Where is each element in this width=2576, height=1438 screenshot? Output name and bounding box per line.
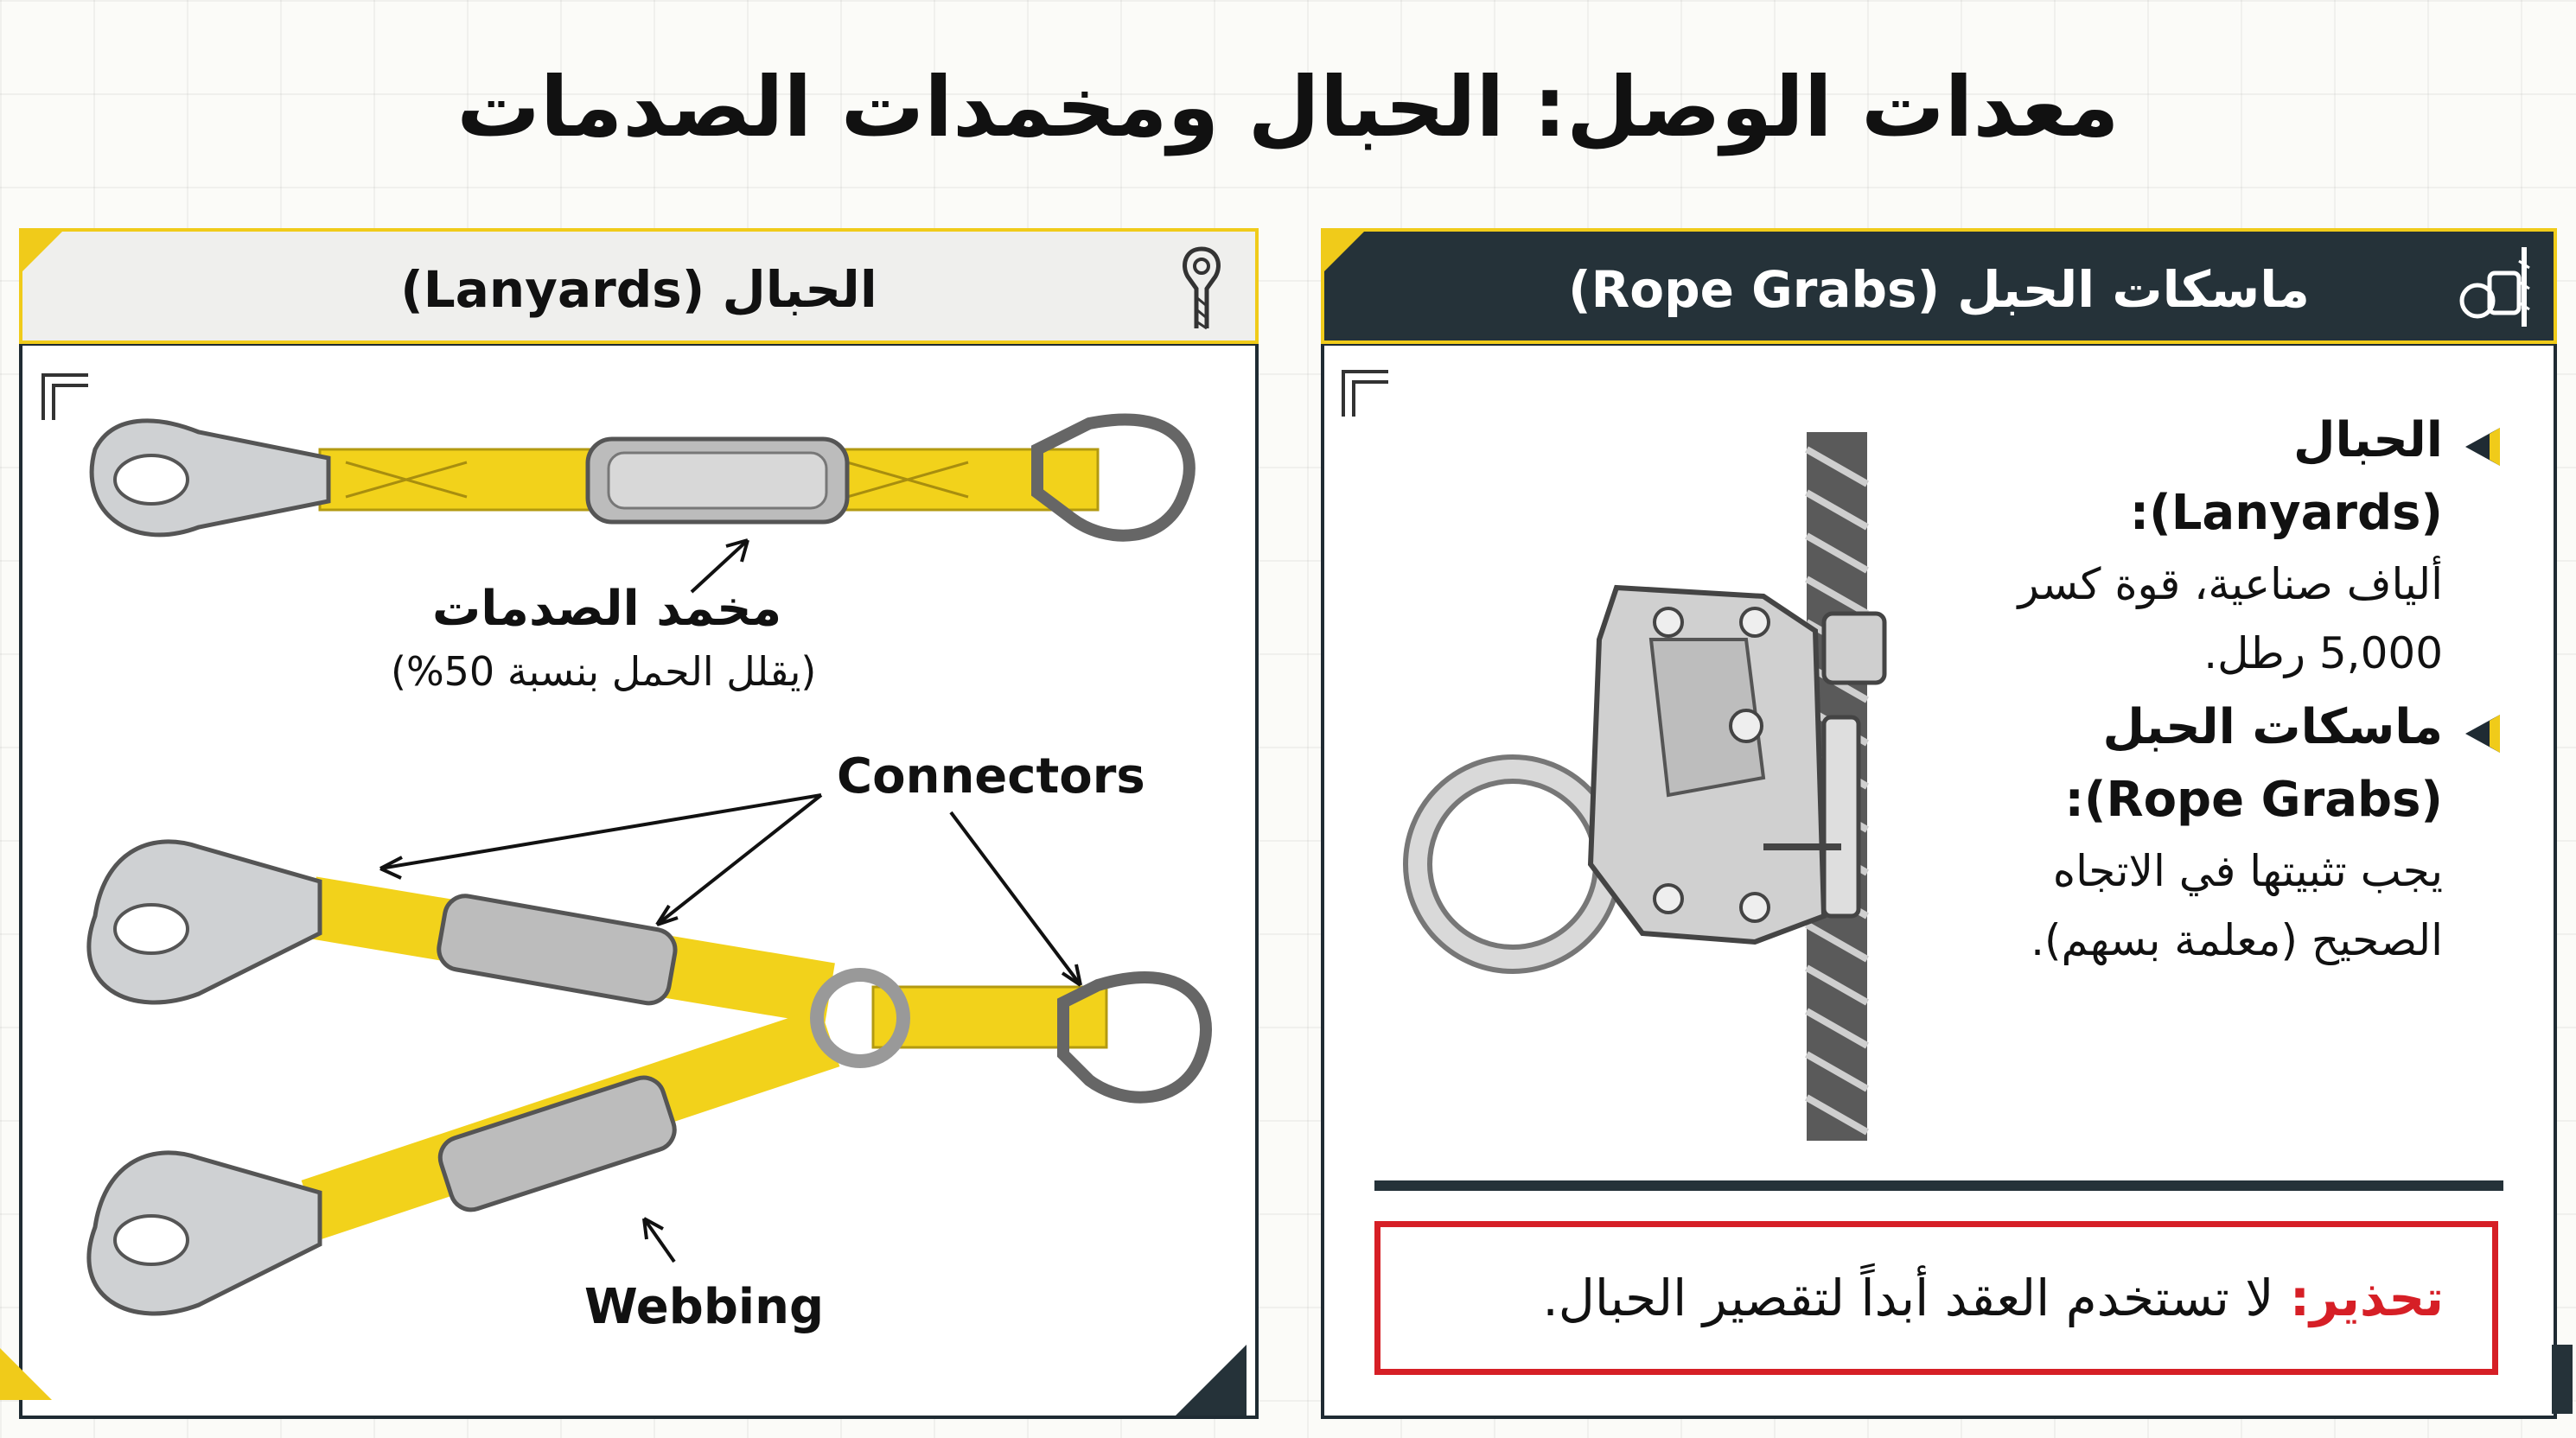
corner-accent-bottom-right [2552,1345,2573,1414]
rope-grabs-panel-header [1321,228,2557,344]
bullet-lanyards-title: الحبال (Lanyards): [2129,412,2443,541]
rope-grabs-panel-title: ماسكات الحبل (Rope Grabs) [1568,260,2310,319]
rope-hook-icon [1167,242,1236,337]
corner-accent-bottom-right [1176,1345,1247,1416]
corner-bracket [1340,368,1392,420]
corner-accent-bottom-left [0,1348,52,1400]
triangle-bullet-icon [2464,712,2502,755]
page-title: معدات الوصل: الحبال ومخمدات الصدمات [456,59,2120,156]
warning-text: لا تستخدم العقد أبداً لتقصير الحبال. [1542,1269,2290,1327]
shock-absorber-label: مخمد الصدمات [432,581,782,637]
bullet-rope-grabs [1971,691,2507,975]
shock-absorber-note: (يقلل الحمل بنسبة 50%) [391,648,817,695]
lanyards-panel-title: الحبال (Lanyards) [400,260,877,319]
bullet-rope-grabs-line-2: الصحيح (معلمة بسهم). [2031,915,2443,965]
lanyards-panel-header [19,228,1259,344]
warning-label: تحذير: [2289,1269,2444,1327]
rope-grab-illustration [1357,415,1962,1141]
triangle-bullet-icon [2464,425,2502,468]
corner-accent [22,232,62,271]
corner-accent [1324,232,1364,271]
connectors-label: Connectors [837,748,1145,805]
warning-box [1374,1221,2498,1375]
twin-lanyard [89,842,1206,1314]
bullet-rope-grabs-title-2: (Rope Grabs): [2064,772,2443,828]
bullet-lanyards-line-1: ألياف صناعية، قوة كسر [2018,559,2443,609]
bullet-rope-grabs-line-1: يجب تثبيتها في الاتجاه [2052,846,2443,896]
divider [1374,1180,2503,1191]
bullet-rope-grabs-title-1: ماسكات الحبل [2102,699,2443,755]
rope-grab-icon [2455,244,2541,330]
rope-grab-device [1418,588,1884,959]
single-lanyard [92,419,1189,535]
webbing-label: Webbing [584,1279,825,1335]
bullet-lanyards [1971,404,2507,688]
bullet-lanyards-line-2: 5,000 رطل. [2203,628,2443,678]
lanyards-illustration [69,398,1227,1374]
